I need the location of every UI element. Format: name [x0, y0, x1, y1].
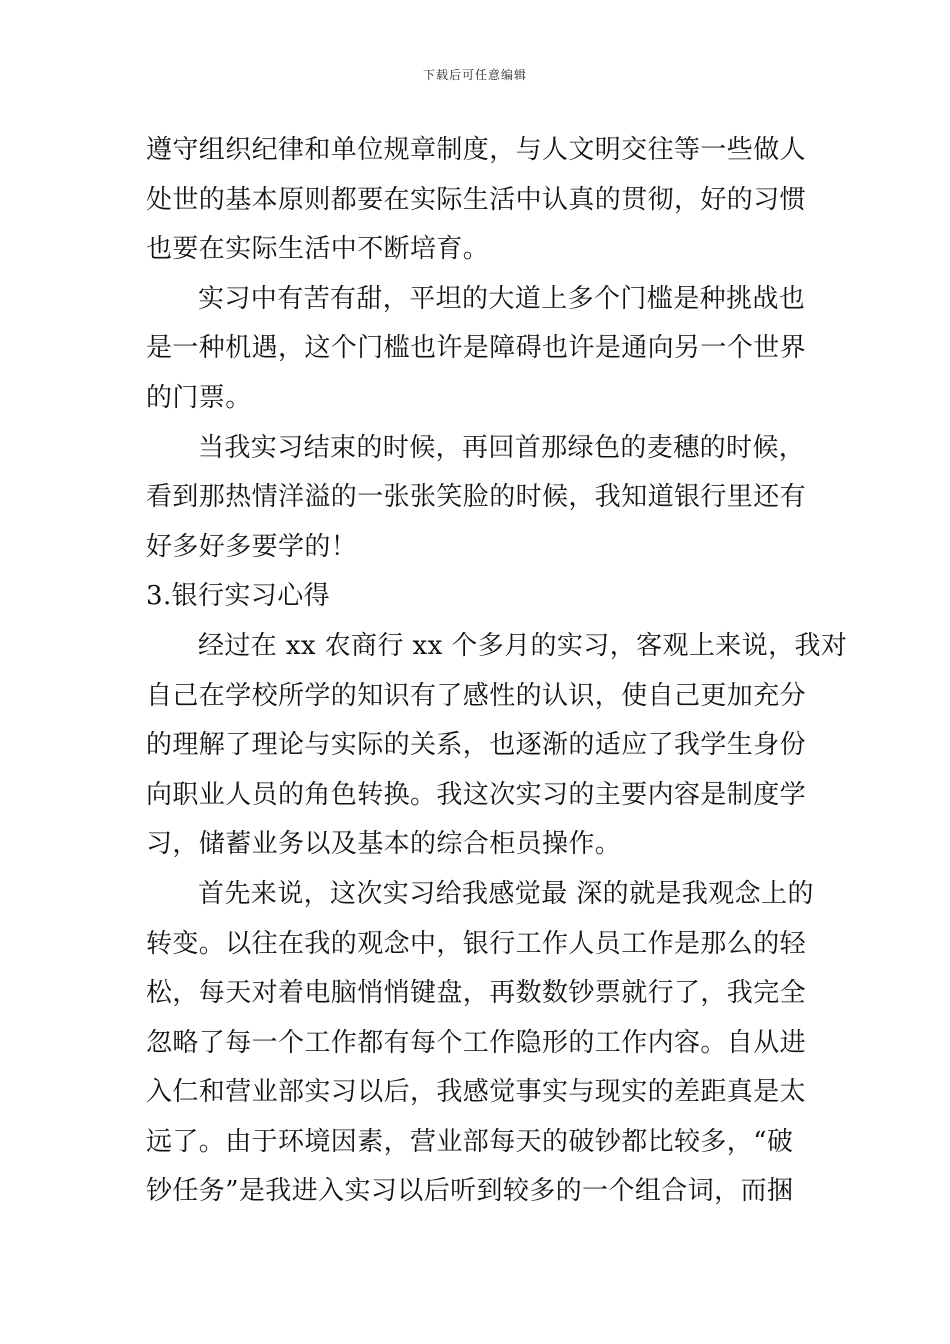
text-line: 实习中有苦有甜，平坦的大道上多个门槛是种挑战也 — [198, 283, 806, 314]
text-line: 向职业人员的角色转换。我这次实习的主要内容是制度学 — [146, 779, 807, 810]
text-line: 入仁和营业部实习以后，我感觉事实与现实的差距真是太 — [146, 1077, 807, 1108]
text-line: 也要在实际生活中不断培育。 — [146, 234, 490, 265]
text-line: 遵守组织纪律和单位规章制度，与人文明交往等一些做人 — [146, 135, 807, 165]
text-line: 3.银行实习心得 — [146, 581, 331, 612]
text-line: 处世的基本原则都要在实际生活中认真的贯彻，好的习惯 — [146, 184, 807, 215]
text-line: 忽略了每一个工作都有每个工作隐形的工作内容。自从进 — [146, 1027, 807, 1058]
text-line: 松，每天对着电脑悄悄键盘，再数数钞票就行了，我完全 — [146, 978, 807, 1009]
document-body — [146, 126, 848, 1217]
text-line: 钞任务”是我进入实习以后听到较多的一个组合词，而捆 — [146, 1176, 794, 1207]
text-line: 看到那热情洋溢的一张张笑脸的时候，我知道银行里还有 — [146, 482, 807, 513]
text-line: 经过在 xx 农商行 xx 个多月的实习，客观上来说，我对 — [198, 630, 848, 661]
text-line: 的理解了理论与实际的关系，也逐渐的适应了我学生身份 — [146, 730, 807, 761]
text-line: 习，储蓄业务以及基本的综合柜员操作。 — [146, 829, 622, 860]
text-line: 远了。由于环境因素，营业部每天的破钞都比较多，“破 — [146, 1126, 794, 1157]
text-line: 自己在学校所学的知识有了感性的认识，使自己更加充分 — [146, 680, 807, 711]
text-line: 好多好多要学的！ — [146, 531, 358, 562]
text-line: 是一种机遇，这个门槛也许是障碍也许是通向另一个世界 — [146, 333, 807, 364]
text-line: 的门票。 — [146, 382, 252, 413]
text-line: 首先来说，这次实习给我感觉最 深的就是我观念上的 — [198, 878, 814, 909]
page-header: 下载后可任意编辑 — [422, 68, 527, 82]
text-line: 转变。以往在我的观念中，银行工作人员工作是那么的轻 — [146, 928, 807, 959]
text-line: 当我实习结束的时候，再回首那绿色的麦穗的时候， — [198, 432, 806, 463]
